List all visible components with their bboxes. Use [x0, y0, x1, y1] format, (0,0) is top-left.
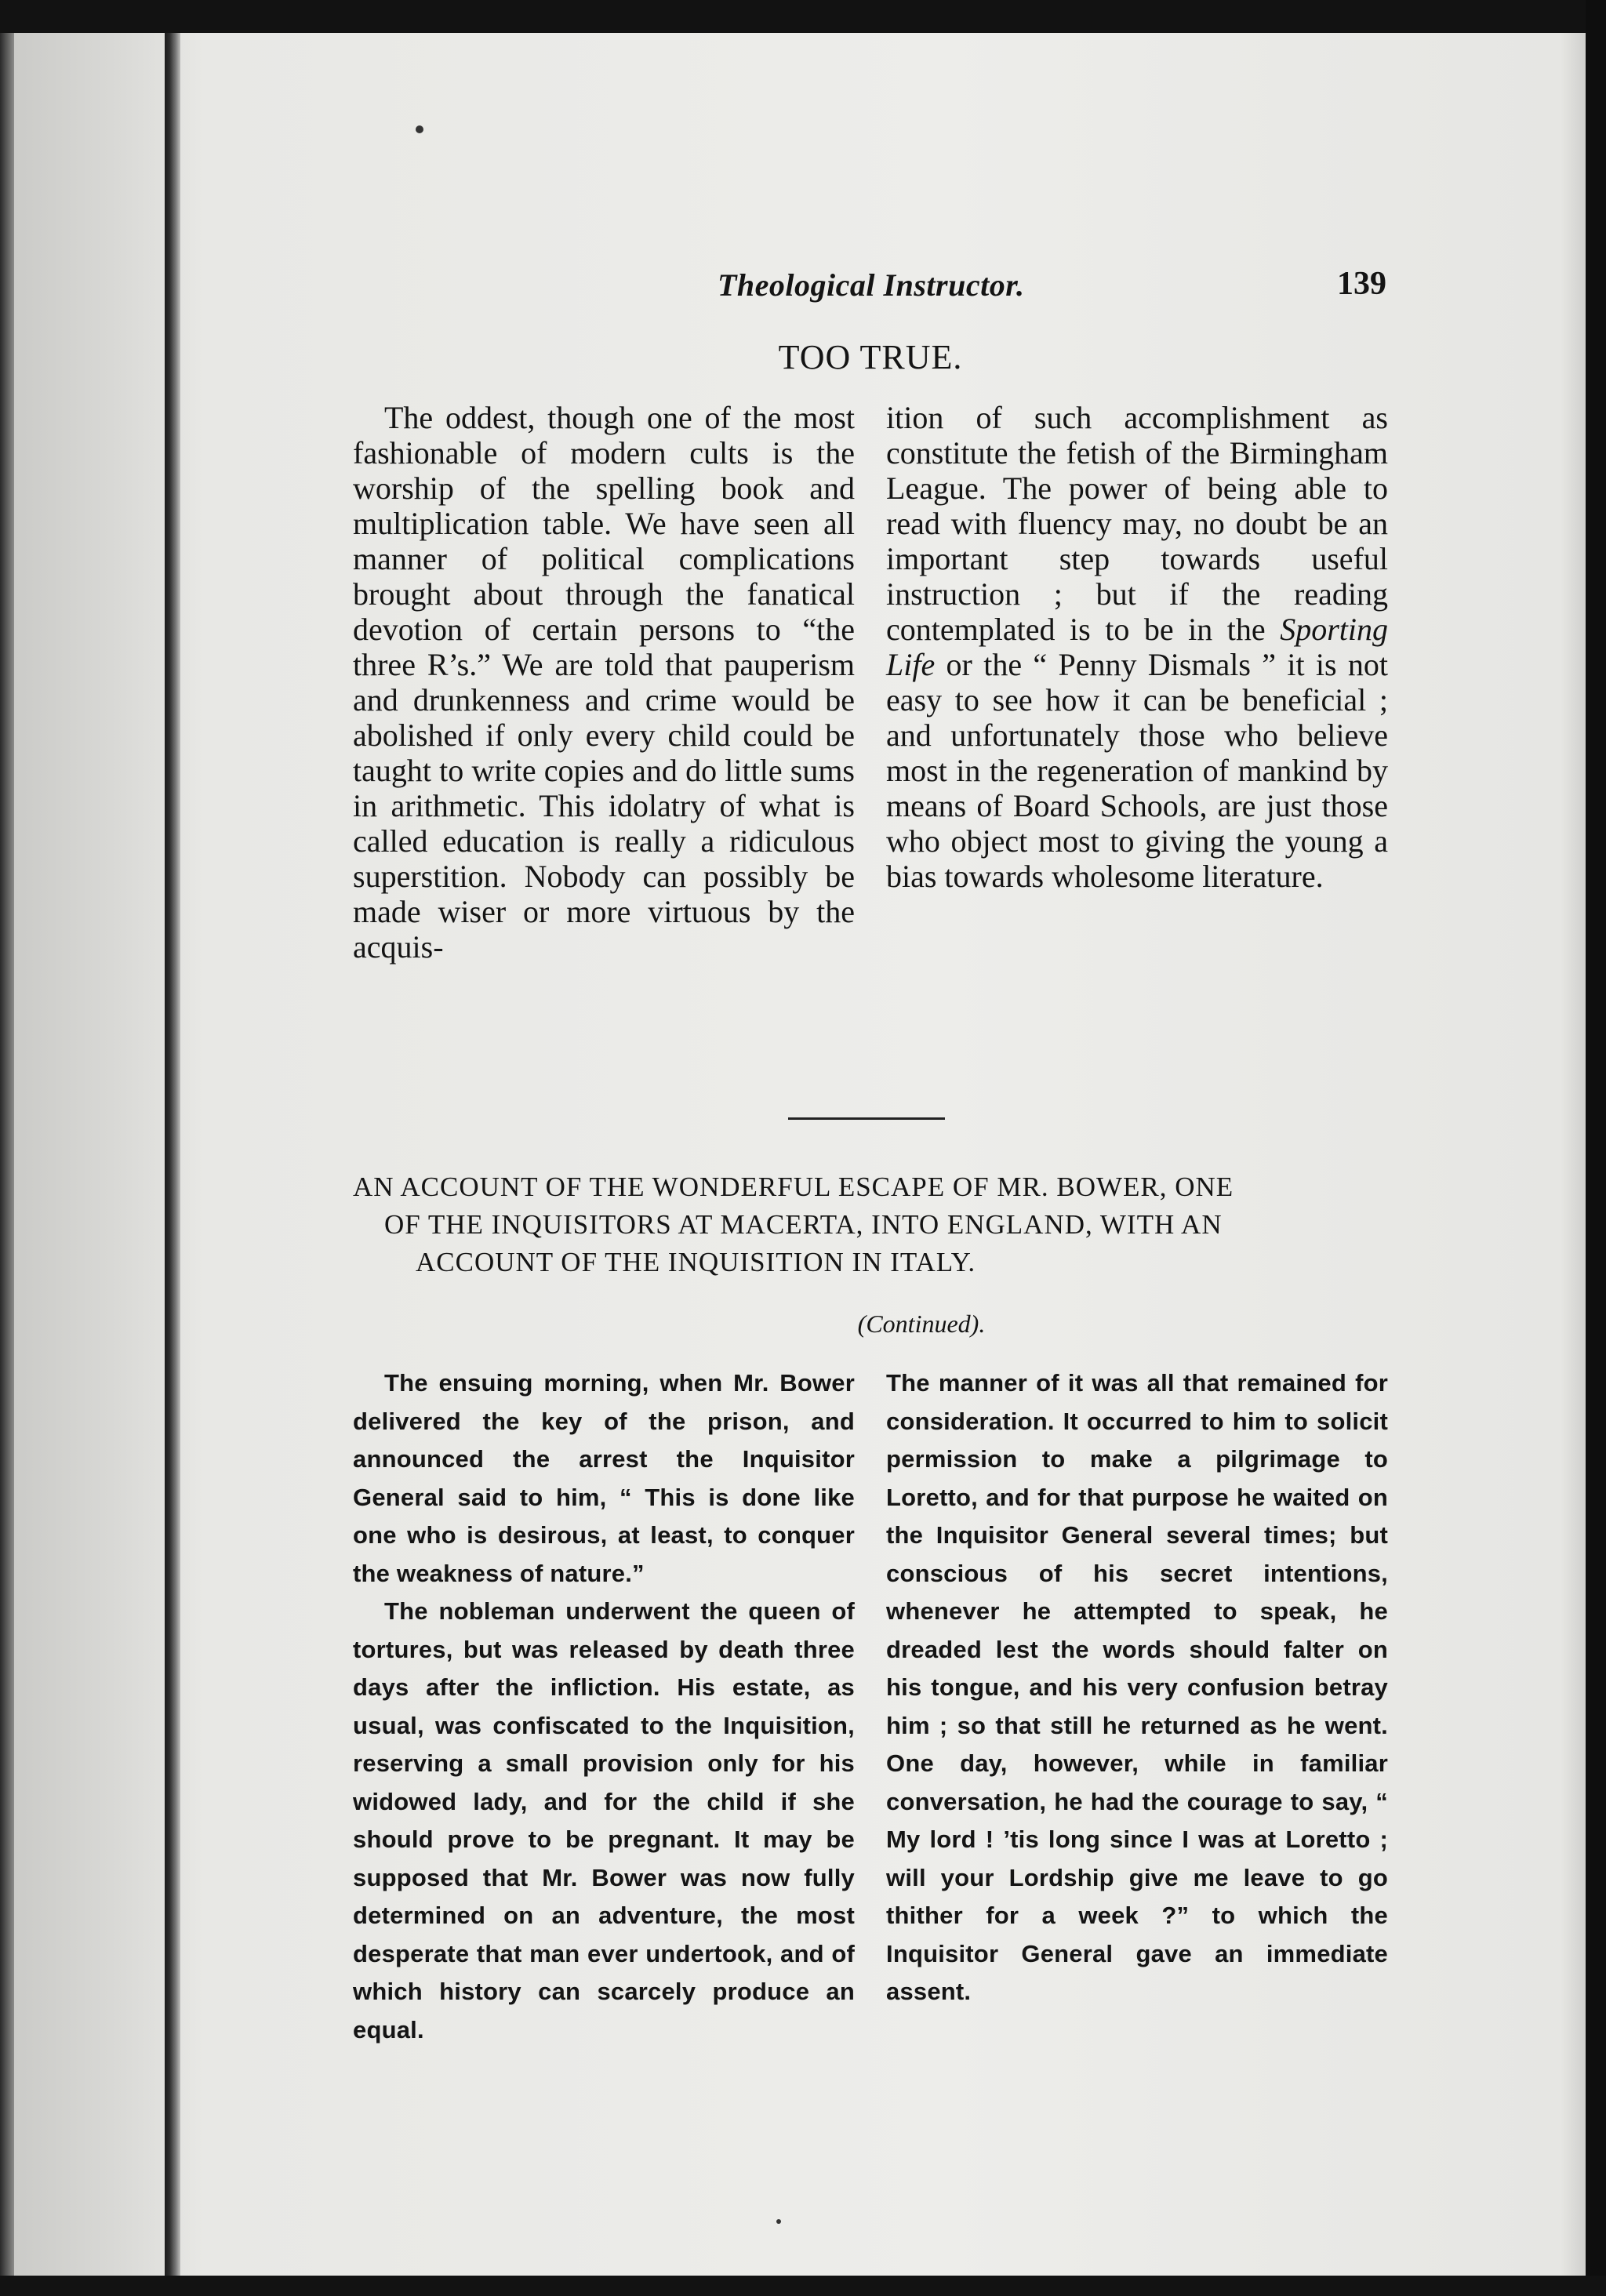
- article-title-line-3: ACCOUNT OF THE INQUISITION IN ITALY.: [416, 1247, 976, 1277]
- article-too-true-right-paragraph: [886, 400, 1388, 894]
- running-head-title: Theological Instructor.: [718, 267, 1025, 303]
- article-bower-left-column: [353, 1364, 855, 2049]
- article-too-true-right-column: [886, 400, 1388, 894]
- article-too-true-right-text-a: ition of such accomplishment as constitute the fetish of the Birmingham League. The power of being able to read with fluency may, no doubt be an important step towards useful instruction ; but if the reading contemplated is to be in the: [886, 400, 1388, 647]
- article-title-too-true: TOO TRUE.: [778, 338, 963, 376]
- running-head: [353, 259, 1388, 306]
- paper-speck: [416, 125, 423, 133]
- article-title-bower-escape: [353, 1168, 1388, 1281]
- newspaper-title-sporting-life: Sporting Life: [886, 612, 1388, 682]
- scan-right-border: [1586, 0, 1606, 2296]
- article-bower-paragraph-1: The ensuing morning, when Mr. Bower delivered the key of the prison, and announced the arrest the Inquisitor General said to him, “ This is done like one who is desirous, at least, to conquer the weakness of nature.”: [353, 1369, 855, 1587]
- article-too-true-left-text: The oddest, though one of the most fashionable of modern cults is the worship of the spelling book and multiplication table. We have seen all manner of political complications brought about through the fanatical devotion of certain persons to “the three R’s.” We are told that pauperism and drunkenness and crime would be abolished if only every child could be taught to write copies and do little sums in arithmetic. This idolatry of what is called education is really a ridiculous superstition. Nobody can possibly be made wiser or more virtuous by the acquis-: [353, 400, 855, 965]
- binding-gutter: [165, 33, 180, 2276]
- scan-left-border: [0, 33, 14, 2276]
- continued-note: (Continued).: [857, 1310, 986, 1338]
- article-title-line-1: AN ACCOUNT OF THE WONDERFUL ESCAPE OF MR. BOWER, ONE: [353, 1172, 1234, 1202]
- article-title-line-2: OF THE INQUISITORS AT MACERTA, INTO ENGLAND, WITH AN: [384, 1209, 1223, 1240]
- article-too-true-right-text-b: or the “ Penny Dismals ” it is not easy to see how it can be beneficial ; and unfortunately those who believe most in the regeneration of mankind by means of Board Schools, are just those who object most to giving the young a bias towards wholesome literature.: [886, 647, 1388, 894]
- article-bower-paragraph-2: The nobleman underwent the queen of tortures, but was released by death three days after the infliction. His estate, as usual, was confiscated to the Inquisition, reserving a small provision only for his widowed lady, and for the child if she should prove to be pregnant. It may be supposed that Mr. Bower was now fully determined on an adventure, the most desperate that man ever undertook, and of which history can scarcely produce an equal.: [353, 1597, 855, 2044]
- page-number: 139: [1337, 266, 1386, 302]
- article-too-true-left-column: [353, 400, 855, 965]
- scan-bottom-border: [0, 2276, 1606, 2296]
- paper-speck: [776, 2219, 781, 2224]
- scan-top-border: [0, 0, 1606, 33]
- article-bower-right-column: [886, 1364, 1388, 2011]
- section-divider: [788, 1117, 945, 1120]
- article-bower-paragraph-3: The manner of it was all that remained for consideration. It occurred to him to solicit permission to make a pilgrimage to Loretto, and for that purpose he waited on the Inquisitor General several times; but conscious of his secret intentions, whenever he attempted to speak, he dreaded lest the words should falter on his tongue, and his very confusion betray him ; so that still he returned as he went. One day, however, while in familiar conversation, he had the courage to say, “ My lord ! ’tis long since I was at Loretto ; will your Lordship give me leave to go thither for a week ?” to which the Inquisitor General gave an immediate assent.: [886, 1369, 1388, 2005]
